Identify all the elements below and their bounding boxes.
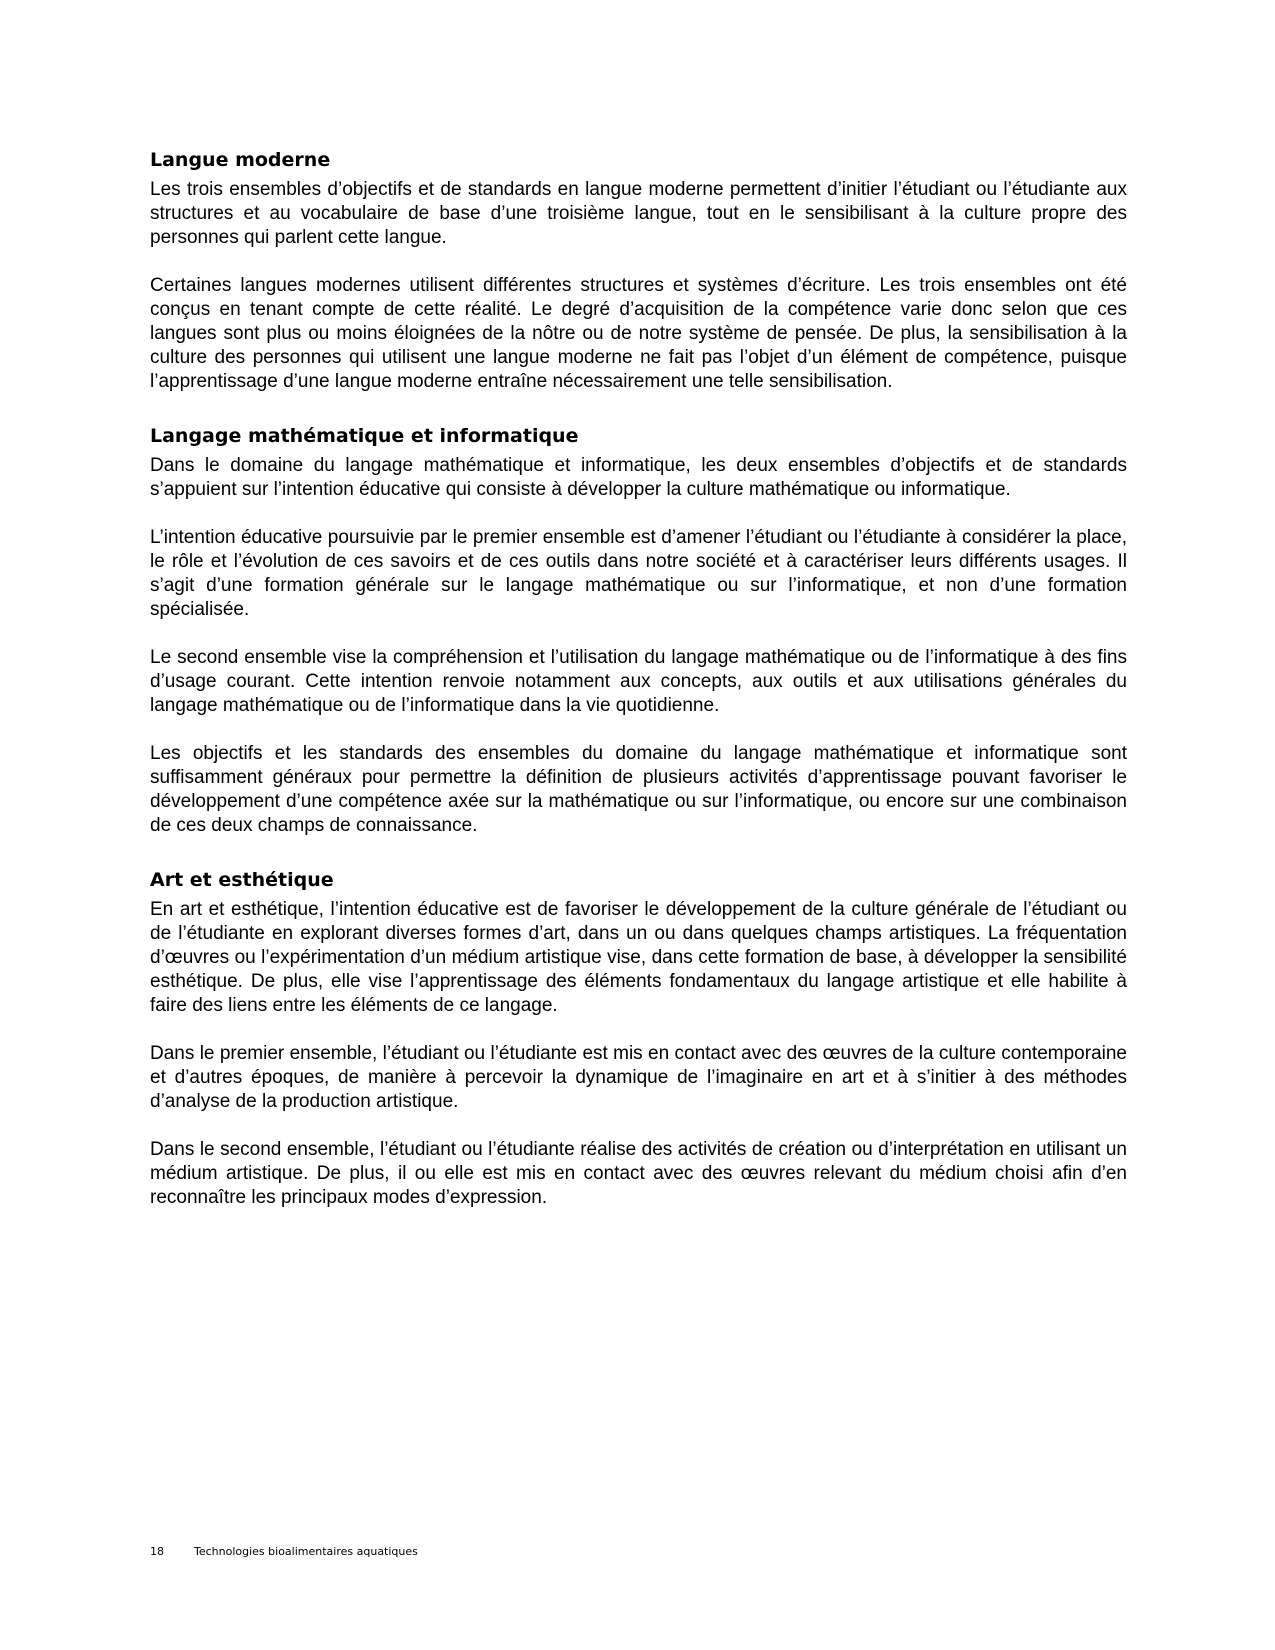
paragraph: Certaines langues modernes utilisent différentes structures et systèmes d’écriture. Les trois ensembles ont été conçus en tenant compte de cette réalité. Le degré d’acquisition de la compétence varie donc selon que ces langues sont plus ou moins éloignées de la nôtre ou de notre système de pensée. De plus, la sensibilisation à la culture des personnes qui utilisent une langue moderne ne fait pas l’objet d’un élément de compétence, puisque l’apprentissage d’une langue moderne entraîne nécessairement une telle sensibilisation.	[150, 275, 1127, 392]
section-heading: Langue moderne	[150, 149, 331, 171]
paragraph: Le second ensemble vise la compréhension et l’utilisation du langage mathématique ou de l’informatique à des fins d’usage courant. Cette intention renvoie notamment aux concepts, aux outils et aux utilisations générales du langage mathématique ou de l’informatique dans la vie quotidienne.	[150, 647, 1127, 716]
page-content	[150, 148, 1127, 1234]
paragraph: Les trois ensembles d’objectifs et de standards en langue moderne permettent d’initier l’étudiant ou l’étudiante aux structures et au vocabulaire de base d’une troisième langue, tout en le sensibilisant à la culture propre des personnes qui parlent cette langue.	[150, 179, 1127, 248]
paragraph: Les objectifs et les standards des ensembles du domaine du langage mathématique et informatique sont suffisamment généraux pour permettre la définition de plusieurs activités d’apprentissage pouvant favoriser le développement d’une compétence axée sur la mathématique ou sur l’informatique, ou encore sur une combinaison de ces deux champs de connaissance.	[150, 743, 1127, 836]
section-heading: Langage mathématique et informatique	[150, 425, 579, 447]
section-langage-mathematique	[150, 424, 1127, 838]
section-langue-moderne	[150, 148, 1127, 394]
section-art-esthetique	[150, 868, 1127, 1210]
page-number: 18	[150, 1545, 164, 1558]
paragraph: Dans le second ensemble, l’étudiant ou l’étudiante réalise des activités de création ou d’interprétation en utilisant un médium artistique. De plus, il ou elle est mis en contact avec des œuvres relevant du médium choisi afin d’en reconnaître les principaux modes d’expression.	[150, 1139, 1127, 1208]
section-heading: Art et esthétique	[150, 869, 334, 891]
footer-document-title: Technologies bioalimentaires aquatiques	[194, 1545, 418, 1558]
page-footer	[150, 1545, 418, 1559]
paragraph: Dans le premier ensemble, l’étudiant ou l’étudiante est mis en contact avec des œuvres de la culture contemporaine et d’autres époques, de manière à percevoir la dynamique de l’imaginaire en art et à s’initier à des méthodes d’analyse de la production artistique.	[150, 1043, 1127, 1112]
paragraph: En art et esthétique, l’intention éducative est de favoriser le développement de la culture générale de l’étudiant ou de l’étudiante en explorant diverses formes d’art, dans un ou dans quelques champs artistiques. La fréquentation d’œuvres ou l’expérimentation d’un médium artistique vise, dans cette formation de base, à développer la sensibilité esthétique. De plus, elle vise l’apprentissage des éléments fondamentaux du langage artistique et elle habilite à faire des liens entre les éléments de ce langage.	[150, 899, 1127, 1016]
paragraph: L’intention éducative poursuivie par le premier ensemble est d’amener l’étudiant ou l’étudiante à considérer la place, le rôle et l’évolution de ces savoirs et de ces outils dans notre société et à caractériser leurs différents usages. Il s’agit d’une formation générale sur le langage mathématique ou sur l’informatique, et non d’une formation spécialisée.	[150, 527, 1127, 620]
paragraph: Dans le domaine du langage mathématique et informatique, les deux ensembles d’objectifs et de standards s’appuient sur l’intention éducative qui consiste à développer la culture mathématique ou informatique.	[150, 455, 1127, 500]
